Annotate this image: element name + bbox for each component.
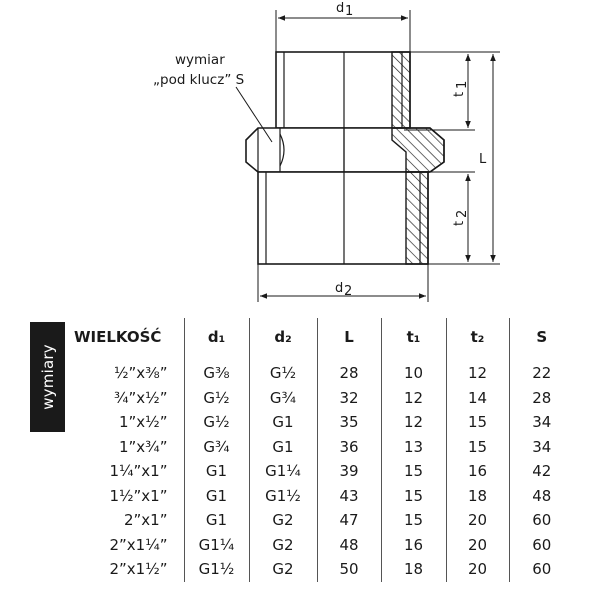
- cell-S: 60: [509, 508, 574, 533]
- table-row: [72, 508, 574, 533]
- cell-size: 2”x1¼”: [109, 535, 168, 554]
- cell-d1: G1½: [184, 557, 249, 582]
- label-d1-sub: 1: [345, 4, 354, 19]
- cell-t1: 15: [381, 484, 446, 509]
- cell-d1: G⅜: [184, 355, 249, 386]
- table-header-row: [72, 318, 574, 355]
- table-row: [72, 410, 574, 435]
- cell-t2: 12: [446, 355, 509, 386]
- label-L: L: [479, 152, 487, 167]
- header-S: S: [509, 318, 574, 355]
- cell-d2: G1¼: [249, 459, 317, 484]
- cell-t1: 18: [381, 557, 446, 582]
- cell-t2: 20: [446, 508, 509, 533]
- cell-L: 48: [317, 533, 381, 558]
- table-row: [72, 355, 574, 386]
- note-line-2: „pod klucz” S: [153, 72, 245, 88]
- cell-d2: G2: [249, 557, 317, 582]
- cell-t1: 10: [381, 355, 446, 386]
- cell-t2: 20: [446, 533, 509, 558]
- table-row: [72, 386, 574, 411]
- cell-S: 22: [509, 355, 574, 386]
- table-row: [72, 557, 574, 582]
- cell-d1: G1: [184, 484, 249, 509]
- cell-L: 50: [317, 557, 381, 582]
- cell-t2: 14: [446, 386, 509, 411]
- cell-d2: G2: [249, 533, 317, 558]
- cell-d1: G1¼: [184, 533, 249, 558]
- header-size: WIELKOŚĆ: [74, 327, 162, 346]
- cell-d1: G¾: [184, 435, 249, 460]
- note-line-1: wymiar: [175, 52, 225, 68]
- cell-S: 60: [509, 557, 574, 582]
- cell-d1: G½: [184, 386, 249, 411]
- cell-L: 32: [317, 386, 381, 411]
- cell-d1: G½: [184, 410, 249, 435]
- header-d1: d₁: [184, 318, 249, 355]
- cell-t1: 15: [381, 508, 446, 533]
- cell-t1: 13: [381, 435, 446, 460]
- label-t2: t: [452, 220, 467, 226]
- cell-size: 1½”x1”: [109, 486, 168, 505]
- cell-size: ¾”x½”: [114, 388, 168, 407]
- cell-S: 42: [509, 459, 574, 484]
- cell-t1: 16: [381, 533, 446, 558]
- header-d2: d₂: [249, 318, 317, 355]
- cell-size: 1”x½”: [118, 413, 168, 432]
- label-d2: d: [335, 281, 344, 296]
- cell-d2: G2: [249, 508, 317, 533]
- cell-t2: 15: [446, 410, 509, 435]
- cell-d2: G1½: [249, 484, 317, 509]
- cell-S: 28: [509, 386, 574, 411]
- cell-size: 1¼”x1”: [109, 462, 168, 481]
- cell-L: 47: [317, 508, 381, 533]
- dimension-d1: [276, 10, 410, 52]
- table-row: [72, 435, 574, 460]
- label-t1-sub: 1: [455, 80, 470, 89]
- cell-t1: 12: [381, 386, 446, 411]
- cell-L: 43: [317, 484, 381, 509]
- cell-size: ½”x⅜”: [114, 364, 168, 383]
- cell-t2: 18: [446, 484, 509, 509]
- cell-t2: 15: [446, 435, 509, 460]
- cell-d2: G1: [249, 410, 317, 435]
- cell-size: 2”x1½”: [109, 560, 168, 579]
- cell-d2: G½: [249, 355, 317, 386]
- dimension-t1: [404, 52, 475, 130]
- cell-S: 60: [509, 533, 574, 558]
- cell-L: 28: [317, 355, 381, 386]
- cell-t1: 12: [381, 410, 446, 435]
- cell-t1: 15: [381, 459, 446, 484]
- section-tab: [30, 322, 65, 432]
- cell-d1: G1: [184, 459, 249, 484]
- table-row: [72, 533, 574, 558]
- cell-size: 1”x¾”: [118, 437, 168, 456]
- table-row: [72, 484, 574, 509]
- section-tab-label: wymiary: [38, 344, 57, 410]
- dimensions-table: [72, 318, 574, 582]
- cell-S: 34: [509, 410, 574, 435]
- header-L: L: [317, 318, 381, 355]
- label-t1: t: [452, 91, 467, 97]
- cell-d2: G1: [249, 435, 317, 460]
- cell-S: 34: [509, 435, 574, 460]
- cell-d2: G¾: [249, 386, 317, 411]
- cell-t2: 16: [446, 459, 509, 484]
- label-t2-sub: 2: [455, 209, 470, 218]
- cell-S: 48: [509, 484, 574, 509]
- header-t2: t₂: [446, 318, 509, 355]
- cell-d1: G1: [184, 508, 249, 533]
- cell-t2: 20: [446, 557, 509, 582]
- header-t1: t₁: [381, 318, 446, 355]
- cell-size: 2”x1”: [123, 511, 168, 530]
- table-row: [72, 459, 574, 484]
- label-d1: d: [336, 1, 345, 16]
- cell-L: 35: [317, 410, 381, 435]
- label-d2-sub: 2: [344, 284, 353, 299]
- cell-L: 39: [317, 459, 381, 484]
- cell-L: 36: [317, 435, 381, 460]
